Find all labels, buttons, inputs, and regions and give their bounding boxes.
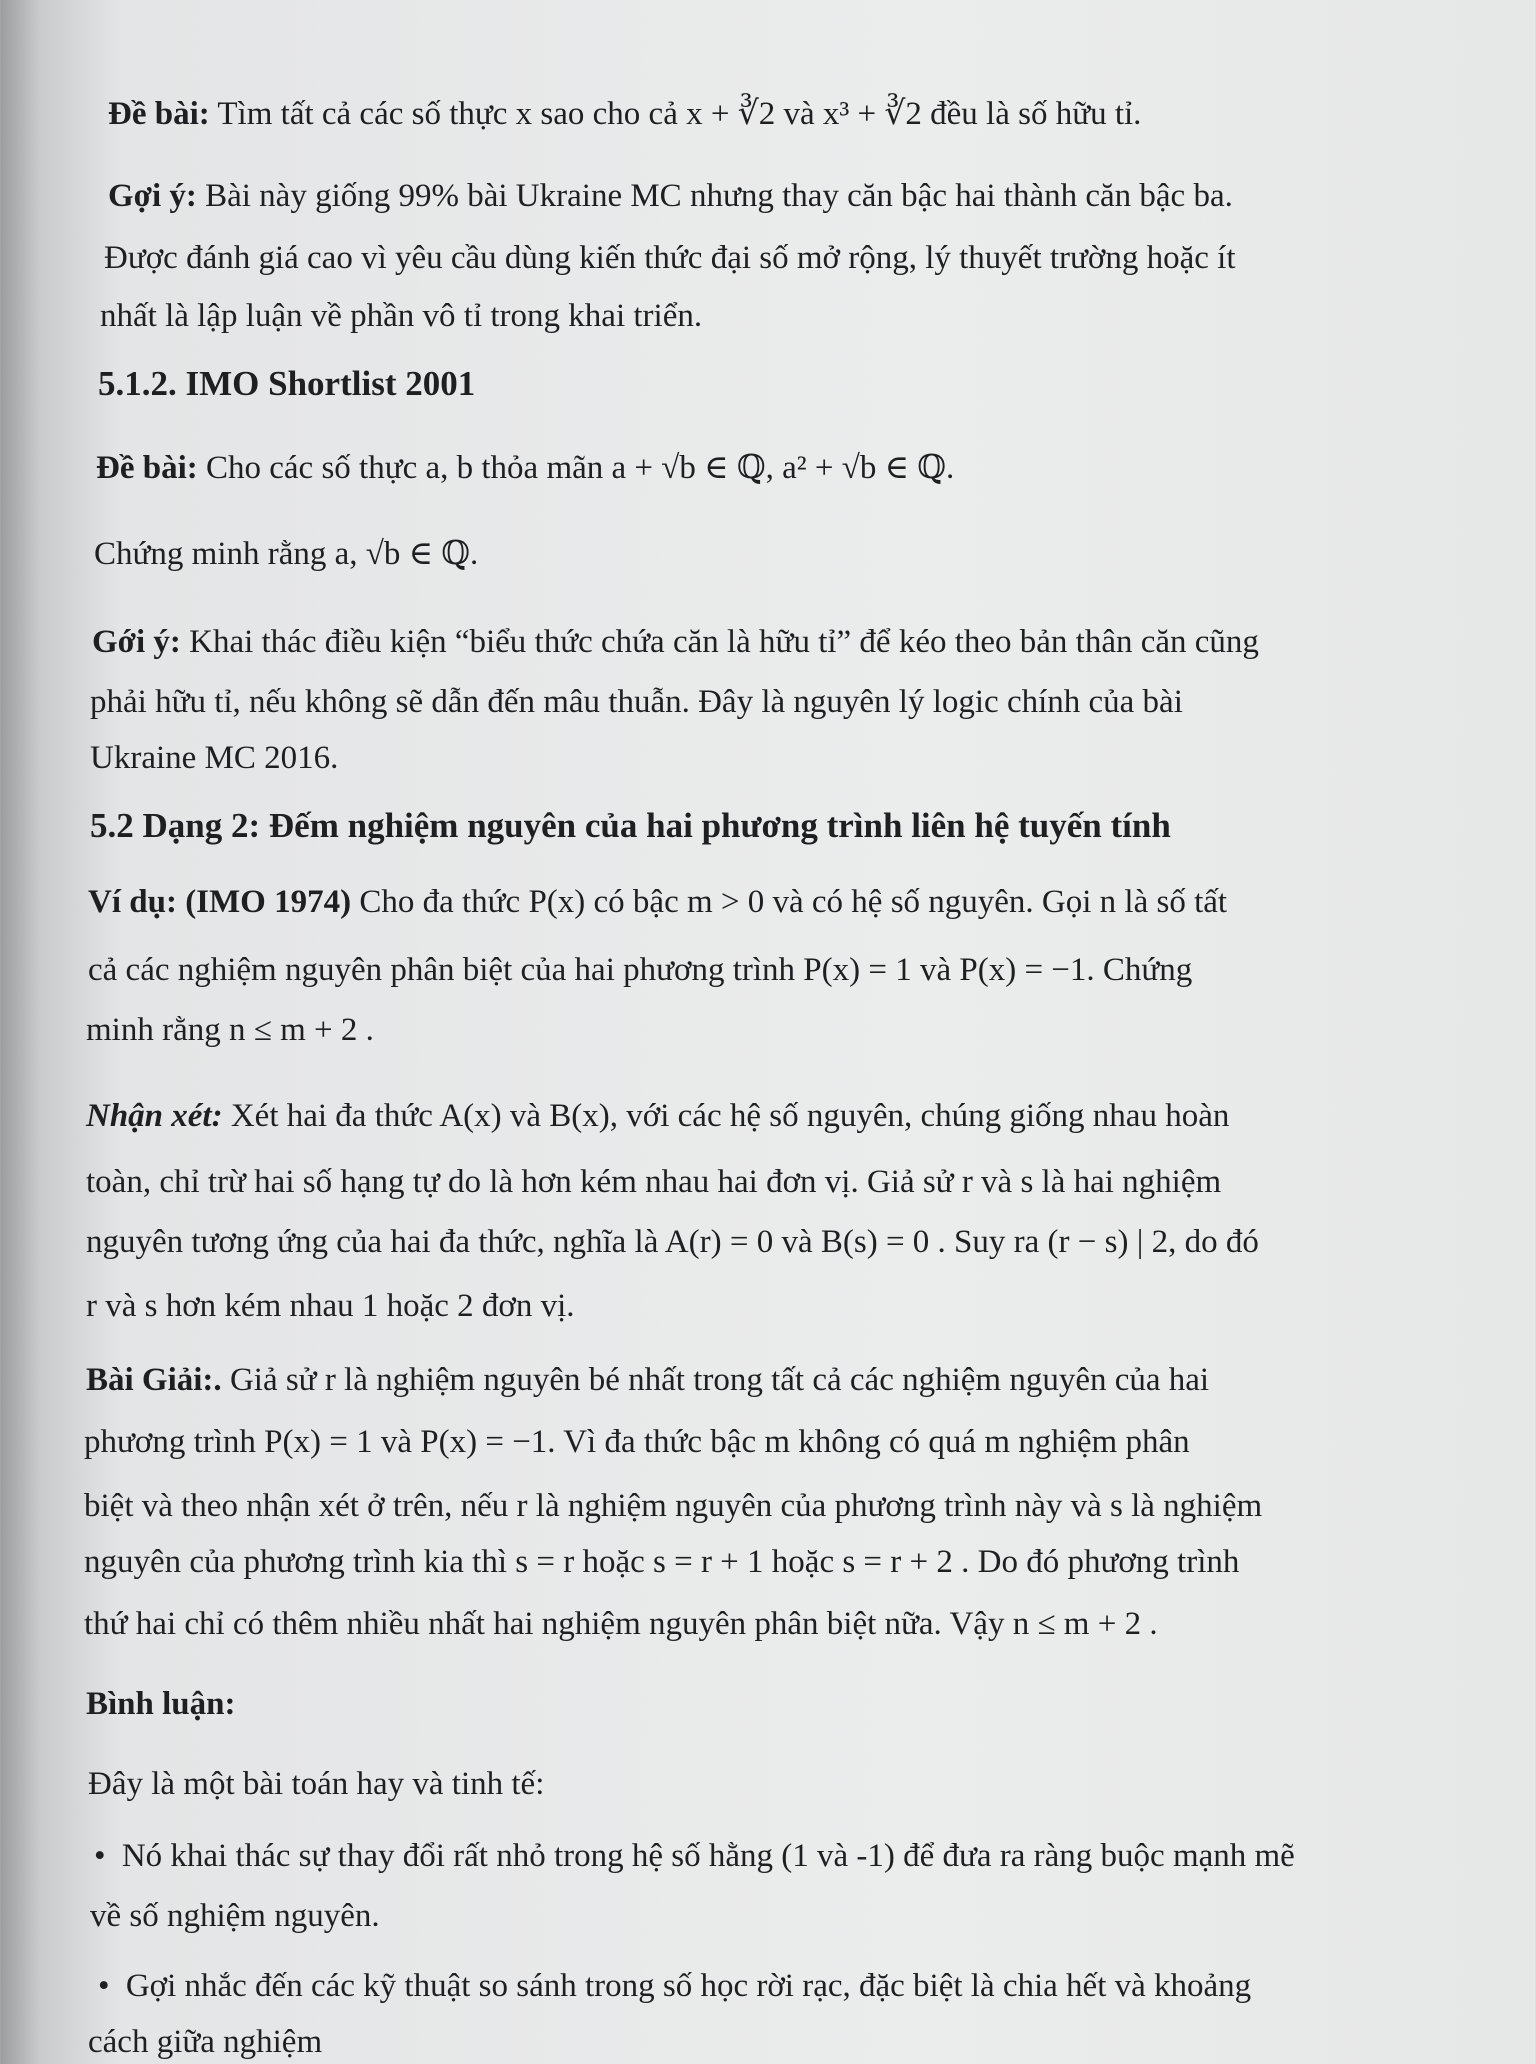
remark-line-4: r và s hơn kém nhau 1 hoặc 2 đơn vị. <box>86 1288 575 1324</box>
hint-1-line-2: Được đánh giá cao vì yêu cầu dùng kiến thức đại số mở rộng, lý thuyết trường hoặc ít <box>104 240 1236 276</box>
remark-text: Xét hai đa thức A(x) và B(x), với các hệ số nguyên, chúng giống nhau hoàn <box>222 1098 1230 1134</box>
section-5-1-2-heading: 5.1.2. IMO Shortlist 2001 <box>98 364 476 403</box>
problem-5-1-2-prove: Chứng minh rằng a, √b ∈ ℚ. <box>94 536 479 572</box>
hint-label: Gợi ý: <box>108 178 197 214</box>
solution-line-2: phương trình P(x) = 1 và P(x) = −1. Vì đa thức bậc m không có quá m nghiệm phân <box>84 1424 1190 1460</box>
remark-line-3: nguyên tương ứng của hai đa thức, nghĩa là A(r) = 0 và B(s) = 0 . Suy ra (r − s) | 2, do đó <box>86 1224 1259 1260</box>
example-line-3: minh rằng n ≤ m + 2 . <box>86 1012 374 1048</box>
solution-label: Bài Giải:. <box>86 1362 222 1398</box>
hint-1-line-1 <box>108 174 1496 218</box>
solution-line-5: thứ hai chỉ có thêm nhiều nhất hai nghiệm nguyên phân biệt nữa. Vậy n ≤ m + 2 . <box>84 1606 1158 1642</box>
hint-text: Bài này giống 99% bài Ukraine MC nhưng thay căn bậc hai thành căn bậc ba. <box>196 178 1233 214</box>
comment-bullet-2-line-1: • Gợi nhắc đến các kỹ thuật so sánh trong số học rời rạc, đặc biệt là chia hết và khoảng <box>98 1964 1496 2008</box>
comment-heading: Bình luận: <box>86 1686 236 1722</box>
comment-intro: Đây là một bài toán hay và tinh tế: <box>88 1766 545 1802</box>
hint-2-line-1 <box>92 620 1496 664</box>
remark-line-2: toàn, chỉ trừ hai số hạng tự do là hơn kém nhau hai đơn vị. Giả sử r và s là hai nghiệm <box>86 1164 1222 1200</box>
comment-bullet-1-line-2: về số nghiệm nguyên. <box>90 1898 380 1934</box>
solution-line-4: nguyên của phương trình kia thì s = r hoặc s = r + 1 hoặc s = r + 2 . Do đó phương trình <box>84 1544 1240 1580</box>
problem-text: Tìm tất cả các số thực x sao cho cả x + ∛2 và x³ + ∛2 đều là số hữu tỉ. <box>209 96 1142 132</box>
example-text: Cho đa thức P(x) có bậc m > 0 và có hệ số nguyên. Gọi n là số tất <box>351 884 1228 920</box>
hint-1-line-3: nhất là lập luận về phần vô tỉ trong khai triển. <box>100 298 703 334</box>
solution-text: Giả sử r là nghiệm nguyên bé nhất trong tất cả các nghiệm nguyên của hai <box>221 1362 1210 1398</box>
problem-5-1-1 <box>108 92 1496 136</box>
example-line-1 <box>88 880 1496 924</box>
hint-2-line-2: phải hữu tỉ, nếu không sẽ dẫn đến mâu thuẫn. Đây là nguyên lý logic chính của bài <box>90 684 1183 720</box>
problem-5-1-2 <box>96 446 1496 490</box>
problem-text: Cho các số thực a, b thỏa mãn a + √b ∈ ℚ, a² + √b ∈ ℚ. <box>197 450 955 486</box>
solution-line-3: biệt và theo nhận xét ở trên, nếu r là nghiệm nguyên của phương trình này và s là nghiệm <box>84 1488 1263 1524</box>
example-label: Ví dụ: (IMO 1974) <box>88 884 352 920</box>
hint-text: Khai thác điều kiện “biểu thức chứa căn là hữu tỉ” để kéo theo bản thân căn cũng <box>180 624 1259 660</box>
solution-line-1 <box>86 1358 1496 1402</box>
comment-bullet-1-line-1: • Nó khai thác sự thay đổi rất nhỏ trong hệ số hằng (1 và -1) để đưa ra ràng buộc mạnh mẽ <box>94 1834 1496 1878</box>
remark-line-1 <box>86 1094 1496 1138</box>
problem-label: Đề bài: <box>108 96 210 132</box>
remark-label: Nhận xét: <box>86 1098 223 1134</box>
section-5-2-heading: 5.2 Dạng 2: Đếm nghiệm nguyên của hai phương trình liên hệ tuyến tính <box>90 806 1171 845</box>
comment-bullet-2-line-2: cách giữa nghiệm <box>88 2024 323 2060</box>
hint-label: Gới ý: <box>92 624 181 660</box>
problem-label: Đề bài: <box>96 450 198 486</box>
example-line-2: cả các nghiệm nguyên phân biệt của hai phương trình P(x) = 1 và P(x) = −1. Chứng <box>88 952 1193 988</box>
hint-2-line-3: Ukraine MC 2016. <box>90 740 339 776</box>
